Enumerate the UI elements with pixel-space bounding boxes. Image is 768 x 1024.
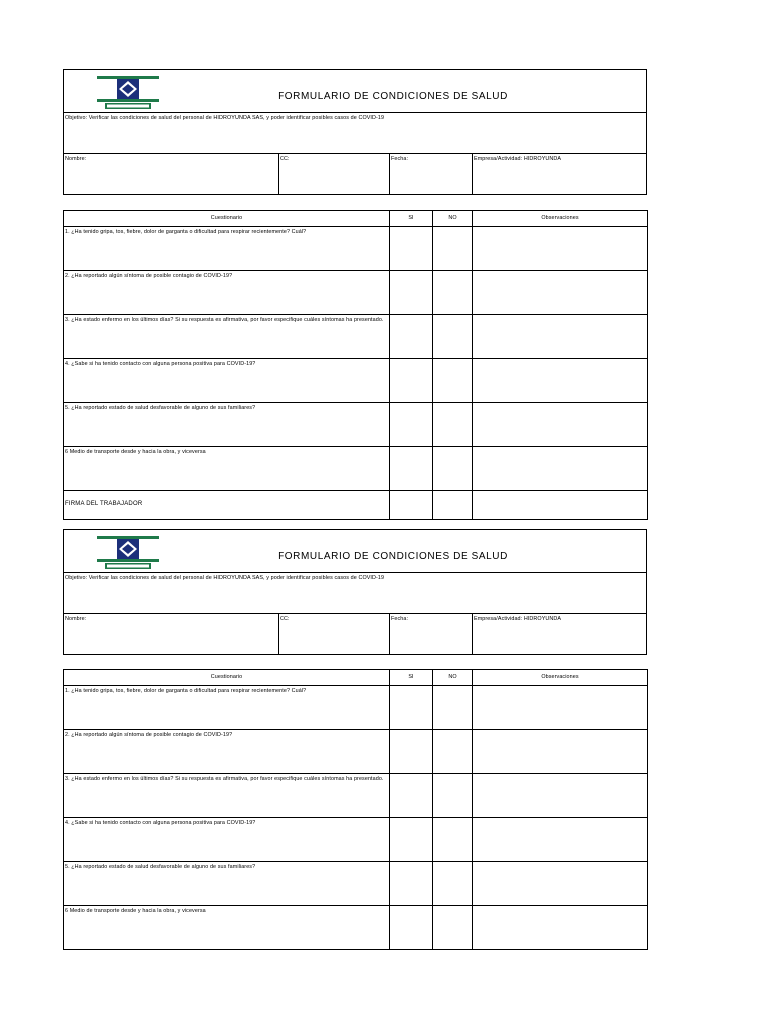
- fecha-field[interactable]: Fecha:: [390, 614, 473, 654]
- form-header-box: [63, 69, 647, 195]
- answer-no-cell[interactable]: [433, 227, 473, 271]
- answer-no-cell[interactable]: [433, 359, 473, 403]
- questionnaire-table: [63, 669, 648, 950]
- form-title: FORMULARIO DE CONDICIONES DE SALUD: [278, 91, 508, 102]
- table-row: [64, 227, 648, 271]
- question-4: 4. ¿Sabe si ha tenido contacto con alguna persona positiva para COVID-19?: [64, 359, 390, 403]
- answer-si-cell[interactable]: [390, 359, 433, 403]
- answer-no-cell[interactable]: [433, 315, 473, 359]
- answer-no-cell[interactable]: [433, 447, 473, 491]
- title-row: [64, 70, 646, 113]
- table-header-row: [64, 211, 648, 227]
- identification-row: [64, 614, 646, 654]
- empresa-field: Empresa/Actividad: HIDROYUNDA: [474, 156, 562, 162]
- nombre-field[interactable]: Nombre:: [64, 614, 279, 654]
- header-no: NO: [433, 670, 473, 686]
- answer-no-cell[interactable]: [433, 271, 473, 315]
- signature-row: [64, 491, 648, 520]
- question-5: 5. ¿Ha reportado estado de salud desfavorable de alguno de sus familiares?: [64, 403, 390, 447]
- table-row: [64, 359, 648, 403]
- answer-no-cell[interactable]: [433, 730, 473, 774]
- answer-no-cell[interactable]: [433, 818, 473, 862]
- nombre-field[interactable]: Nombre:: [64, 154, 279, 194]
- answer-no-cell[interactable]: [433, 686, 473, 730]
- table-row: [64, 315, 648, 359]
- question-3: 3. ¿Ha estado enfermo en los últimos días? Si su respuesta es afirmativa, por favor especifique cuáles síntomas ha presentado.: [64, 774, 390, 818]
- answer-si-cell[interactable]: [390, 447, 433, 491]
- question-2: 2. ¿Ha reportado algún síntoma de posible contagio de COVID-19?: [64, 271, 390, 315]
- table-row: [64, 447, 648, 491]
- answer-si-cell[interactable]: [390, 730, 433, 774]
- identification-row: [64, 154, 646, 194]
- observations-cell[interactable]: [473, 774, 648, 818]
- cc-field[interactable]: CC:: [279, 154, 390, 194]
- empresa-field: Empresa/Actividad: HIDROYUNDA: [474, 616, 562, 622]
- question-6: 6 Medio de transporte desde y hacia la obra, y viceversa: [64, 906, 390, 950]
- signature-label: FIRMA DEL TRABAJADOR: [64, 491, 390, 520]
- answer-si-cell[interactable]: [390, 403, 433, 447]
- observations-cell[interactable]: [473, 271, 648, 315]
- fecha-field[interactable]: Fecha:: [390, 154, 473, 194]
- cc-field[interactable]: CC:: [279, 614, 390, 654]
- table-row: [64, 403, 648, 447]
- question-3: 3. ¿Ha estado enfermo en los últimos días? Si su respuesta es afirmativa, por favor especifique cuáles síntomas ha presentado.: [64, 315, 390, 359]
- header-si: SI: [390, 670, 433, 686]
- question-2: 2. ¿Ha reportado algún síntoma de posible contagio de COVID-19?: [64, 730, 390, 774]
- table-row: [64, 818, 648, 862]
- answer-si-cell[interactable]: [390, 271, 433, 315]
- question-5: 5. ¿Ha reportado estado de salud desfavorable de alguno de sus familiares?: [64, 862, 390, 906]
- answer-si-cell[interactable]: [390, 862, 433, 906]
- table-row: [64, 686, 648, 730]
- table-row: [64, 862, 648, 906]
- observations-cell[interactable]: [473, 359, 648, 403]
- observations-cell[interactable]: [473, 403, 648, 447]
- objective-text: Objetivo: Verificar las condiciones de salud del personal de HIDROYUNDA SAS, y poder identificar posibles casos de COVID-19: [64, 113, 646, 154]
- question-1: 1. ¿Ha tenido gripa, tos, fiebre, dolor de garganta o dificultad para respirar recientemente? Cuál?: [64, 227, 390, 271]
- table-header-row: [64, 670, 648, 686]
- table-row: [64, 906, 648, 950]
- answer-no-cell[interactable]: [433, 403, 473, 447]
- answer-si-cell[interactable]: [390, 227, 433, 271]
- header-questionnaire: Cuestionario: [64, 670, 390, 686]
- observations-cell[interactable]: [473, 862, 648, 906]
- header-si: SI: [390, 211, 433, 227]
- answer-si-cell[interactable]: [390, 818, 433, 862]
- title-row: [64, 530, 646, 573]
- signature-cell[interactable]: [390, 491, 433, 520]
- question-1: 1. ¿Ha tenido gripa, tos, fiebre, dolor de garganta o dificultad para respirar recientemente? Cuál?: [64, 686, 390, 730]
- answer-no-cell[interactable]: [433, 862, 473, 906]
- header-observaciones: Observaciones: [473, 670, 648, 686]
- answer-si-cell[interactable]: [390, 906, 433, 950]
- observations-cell[interactable]: [473, 730, 648, 774]
- observations-cell[interactable]: [473, 906, 648, 950]
- observations-cell[interactable]: [473, 227, 648, 271]
- answer-no-cell[interactable]: [433, 906, 473, 950]
- observations-cell[interactable]: [473, 818, 648, 862]
- table-row: [64, 271, 648, 315]
- header-observaciones: Observaciones: [473, 211, 648, 227]
- header-questionnaire: Cuestionario: [64, 211, 390, 227]
- objective-text: Objetivo: Verificar las condiciones de salud del personal de HIDROYUNDA SAS, y poder identificar posibles casos de COVID-19: [64, 573, 646, 614]
- answer-si-cell[interactable]: [390, 315, 433, 359]
- answer-no-cell[interactable]: [433, 774, 473, 818]
- signature-cell[interactable]: [433, 491, 473, 520]
- form-header-box: [63, 529, 647, 655]
- signature-cell[interactable]: [473, 491, 648, 520]
- answer-si-cell[interactable]: [390, 686, 433, 730]
- questionnaire-table: [63, 210, 648, 520]
- observations-cell[interactable]: [473, 447, 648, 491]
- observations-cell[interactable]: [473, 315, 648, 359]
- question-4: 4. ¿Sabe si ha tenido contacto con alguna persona positiva para COVID-19?: [64, 818, 390, 862]
- answer-si-cell[interactable]: [390, 774, 433, 818]
- form-title: FORMULARIO DE CONDICIONES DE SALUD: [278, 551, 508, 562]
- table-row: [64, 774, 648, 818]
- question-6: 6 Medio de transporte desde y hacia la obra, y viceversa: [64, 447, 390, 491]
- header-no: NO: [433, 211, 473, 227]
- observations-cell[interactable]: [473, 686, 648, 730]
- table-row: [64, 730, 648, 774]
